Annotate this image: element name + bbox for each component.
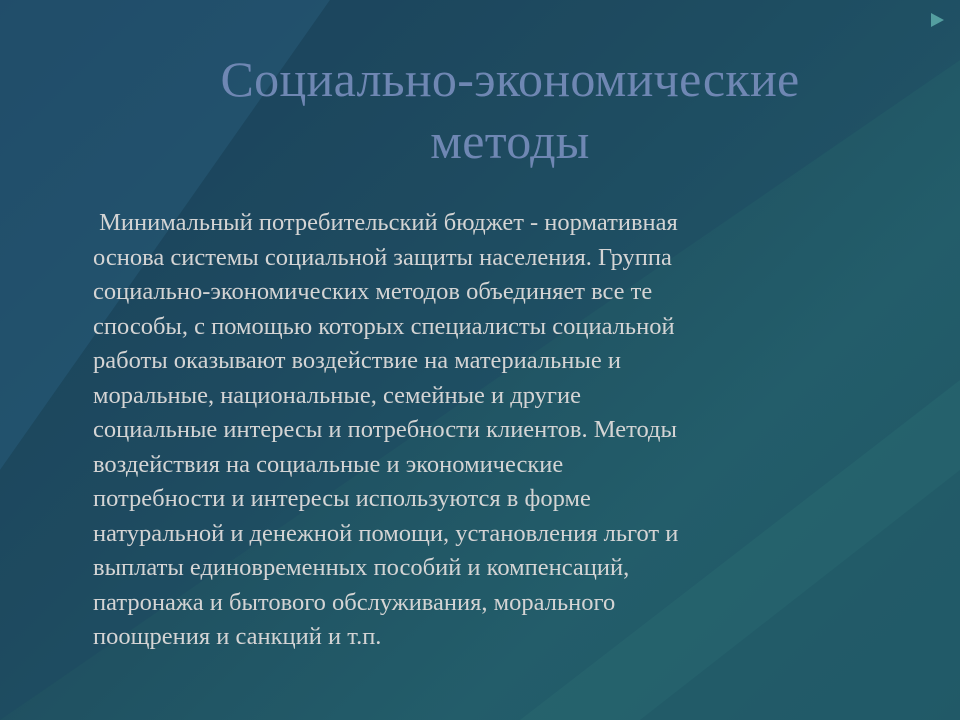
- body-line: социально-экономических методов объединяет все те: [93, 278, 653, 305]
- body-line: Минимальный потребительский бюджет - нормативная: [93, 209, 678, 236]
- body-line: выплаты единовременных пособий и компенсаций,: [93, 554, 630, 581]
- body-line: основа системы социальной защиты населения. Группа: [93, 243, 672, 271]
- body-line: работы оказывают воздействие на материальные и: [93, 347, 621, 374]
- body-line: потребности и интересы используются в форме: [93, 485, 591, 512]
- slide-title-line-2: методы: [430, 113, 590, 169]
- body-line: поощрения и санкций и т.п.: [93, 623, 382, 650]
- slide-title-line-1: Социально-экономические: [220, 51, 800, 107]
- slide-body-text: [93, 206, 893, 655]
- body-line: воздействия на социальные и экономические: [93, 450, 564, 478]
- body-line: социальные интересы и потребности клиентов. Методы: [93, 416, 677, 443]
- body-line: способы, с помощью которых специалисты социальной: [93, 312, 675, 340]
- body-line: патронажа и бытового обслуживания, морального: [93, 588, 616, 616]
- body-line: моральные, национальные, семейные и другие: [93, 381, 581, 409]
- slide-title: [80, 48, 940, 172]
- body-line: натуральной и денежной помощи, установления льгот и: [93, 519, 679, 547]
